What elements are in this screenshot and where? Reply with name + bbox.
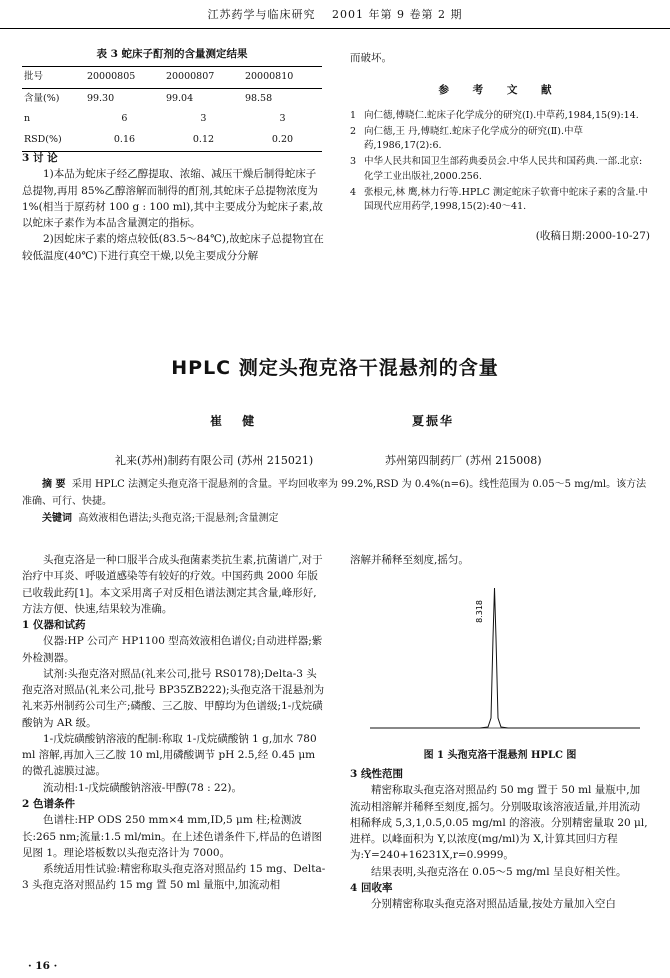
body-paragraph: 试剂:头孢克洛对照品(礼来公司,批号 RS0178);Delta-3 头孢克洛对照品(礼来公司,批号 BP35ZB222);头孢克洛干混悬剂为礼来苏州制药公司生产;磷酸、三乙胺、甲醇均为色谱级;1-戊烷磺酸钠为 AR 级。 [22,667,325,729]
references-title: 参 考 文 献 [438,84,562,97]
table-cell: 98.58 [244,92,273,104]
peak-retention-label: 8.318 [475,600,484,623]
reference-item: 1 向仁德,傅晓仁.蛇床子化学成分的研究(Ⅰ).中草药,1984,15(9):14. [350,109,639,121]
body-paragraph: 流动相:1-戊烷磺酸钠溶液-甲醇(78 : 22)。 [43,781,242,794]
discussion-paragraph: 1)本品为蛇床子经乙醇提取、浓缩、减压干燥后制得蛇床子总提物,再用 85%乙醇溶解而制得的酊剂,其蛇床子总提物浓度为 1%(相当于原药材 100 g : 100 ml),其中主要成分为蛇床子素,故以蛇床子素作为本品含量测定的指标。 [22,168,323,230]
table-row [22,88,322,109]
table-row [22,109,322,130]
table-cell: n [24,113,31,125]
section-heading: 2 色谱条件 [22,797,75,810]
table-row [22,67,322,89]
table3-title: 表 3 蛇床子酊剂的含量测定结果 [96,48,248,60]
affiliation: 礼来(苏州)制药有限公司 (苏州 215021) [115,454,314,467]
body-paragraph: 精密称取头孢克洛对照品约 50 mg 置于 50 ml 量瓶中,加流动相溶解并稀释至刻度,摇匀。分别吸取该溶液适量,并用流动相稀释成 5,3,1,0.5,0.05 mg/ml 的溶液。分别精密量取 20 μl,进样。以峰面积为 Y,以浓度(mg/ml)为 X,计算其回归方程为:Y=240+16231X,r=0.9999。 [350,784,648,862]
body-paragraph: 结果表明,头孢克洛在 0.05～5 mg/ml 呈良好相关性。 [371,865,627,878]
table-row [22,130,322,151]
table-cell: 6 [121,113,128,125]
author-name: 崔 健 [210,414,263,428]
reference-item: 4 张根元,林 鹰,林力行等.HPLC 测定蛇床子软膏中蛇床子素的含量.中国现代应用药学,1998,15(2):40～41. [350,186,648,213]
discussion-paragraph: 2)因蛇床子素的熔点较低(83.5～84℃),故蛇床子总提物宜在较低温度(40℃)下进行真空干燥,以免主要成分分解 [22,233,324,262]
table-cell: 3 [279,113,286,125]
body-paragraph: 系统适用性试验:精密称取头孢克洛对照品约 15 mg、Delta-3 头孢克洛对照品约 15 mg 置 50 ml 量瓶中,加流动相 [22,863,326,892]
reference-item: 2 向仁德,王 丹,傅晓红.蛇床子化学成分的研究(Ⅱ).中草药,1986,17(2):6. [350,125,583,152]
table-cell: 20000810 [243,67,322,89]
body-paragraph: 色谱柱:HP ODS 250 mm×4 mm,ID,5 μm 柱;检测波长:265 nm;流量:1.5 ml/min。在上述色谱条件下,样品的色谱图见图 1。理论塔板数以头孢克洛计为 7000。 [22,814,323,859]
section-heading: 1 仪器和试药 [22,619,86,632]
page-number: · 16 · [28,960,58,972]
body-paragraph: 分别精密称取头孢克洛对照品适量,按处方量加入空白 [371,898,616,911]
body-paragraph: 仪器:HP 公司产 HP1100 型高效液相色谱仪;自动进样器;紫外检测器。 [22,635,323,664]
table-cell: 0.20 [243,130,322,151]
article-title: HPLC 测定头孢克洛干混悬剂的含量 [171,357,499,379]
table-cell: 批号 [22,67,85,89]
section-heading: 3 线性范围 [350,768,403,780]
table-cell: 3 [200,113,207,125]
body-paragraph: 1-戊烷磺酸钠溶液的配制:称取 1-戊烷磺酸钠 1 g,加水 780 ml 溶解,再加入三乙胺 10 ml,用磷酸调节 pH 2.5,经 0.45 μm 的微孔滤膜过滤。 [22,732,317,778]
discussion-section [22,150,326,264]
body-right-column [350,766,650,912]
affiliation: 苏州第四制药厂 (苏州 215008) [385,454,542,467]
references-section [350,50,650,245]
author-name: 夏振华 [412,414,455,428]
reference-item: 3 中华人民共和国卫生部药典委员会.中华人民共和国药典.一部.北京:化学工业出版社,2000.256. [350,156,643,182]
hplc-chromatogram [350,578,650,738]
abstract-text: 采用 HPLC 法测定头孢克洛干混悬剂的含量。平均回收率为 99.2%,RSD 为 0.4%(n=6)。线性范围为 0.05～5 mg/ml。该方法准确、可行、快捷。 [22,479,647,507]
abstract-block [22,476,650,527]
discussion-continuation: 而破坏。 [350,52,392,64]
table-cell: 99.04 [165,92,194,104]
section-heading: 4 回收率 [350,881,393,894]
keywords-label: 关键词 [42,513,72,524]
discussion-heading: 3 讨 论 [22,152,58,164]
figure-caption: 图 1 头孢克洛干混悬剂 HPLC 图 [423,750,577,761]
journal-name: 江苏药学与临床研究 [207,8,316,21]
received-date: (收稿日期:2000-10-27) [535,230,650,243]
table-cell: 0.16 [85,130,164,151]
table-cell: 20000807 [164,67,243,89]
abstract-label: 摘 要 [42,479,66,490]
table-cell: 20000805 [85,67,164,89]
intro-paragraph: 头孢克洛是一种口服半合成头孢菌素类抗生素,抗菌谱广,对于治疗中耳炎、呼吸道感染等有较好的疗效。中国药典 2000 年版已收载此药[1]。本文采用离子对反相色谱法测定其含量,峰形好,方法方便、快速,结果较为准确。 [22,554,323,615]
body-paragraph: 溶解并稀释至刻度,摇匀。 [350,554,469,566]
body-right-top [350,552,650,568]
table-cell: RSD(%) [22,130,85,151]
running-header [0,6,670,29]
keywords-text: 高效液相色谱法;头孢克洛;干混悬剂;含量测定 [78,513,279,524]
body-left-column [22,552,326,894]
table3 [22,66,322,152]
chromatogram-peak [370,588,640,728]
table-cell: 99.30 [86,92,115,104]
journal-issue: 2001 年第 9 卷第 2 期 [332,8,463,21]
table-cell: 含量(%) [24,92,60,104]
table-cell: 0.12 [164,130,243,151]
